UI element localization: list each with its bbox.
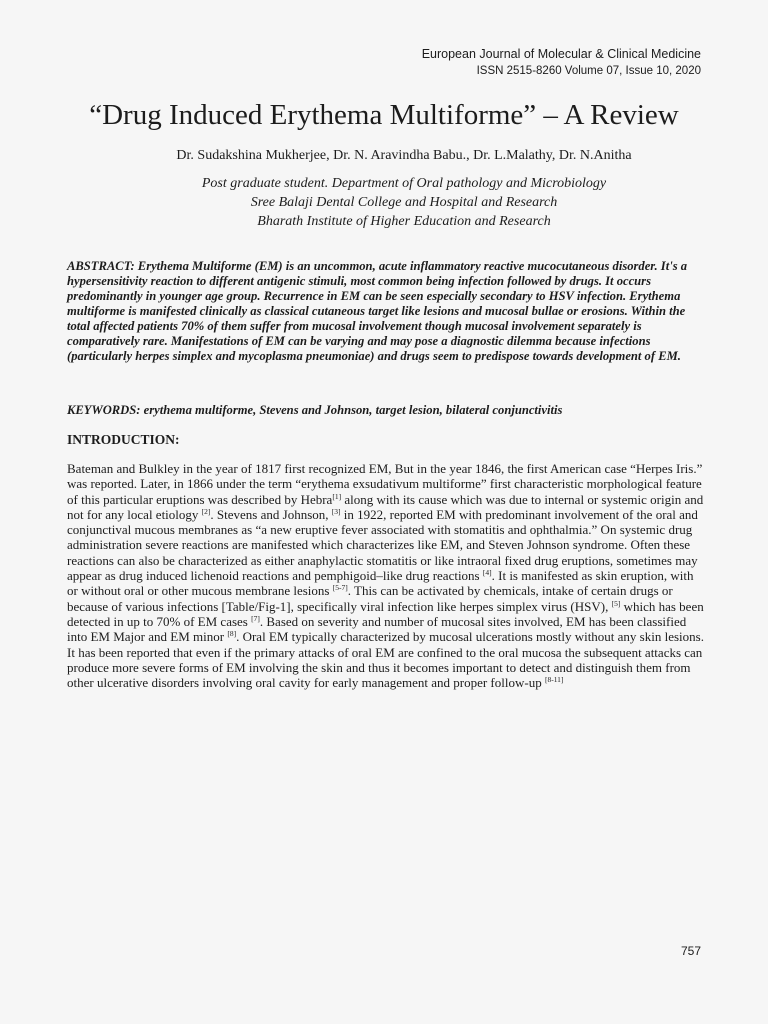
affiliation-line: Sree Balaji Dental College and Hospital and Research: [250, 195, 558, 210]
text-segment: which has been detected in up to 70% of EM cases: [67, 598, 704, 629]
citation: [3]: [331, 506, 341, 516]
authors: Dr. Sudakshina Mukherjee, Dr. N. Aravindha Babu., Dr. L.Malathy, Dr. N.Anitha: [176, 148, 632, 163]
paper-title: “Drug Induced Erythema Multiforme” – A Review: [89, 99, 679, 131]
citation: [7]: [251, 613, 260, 623]
citation: [8]: [227, 629, 237, 639]
affiliation-line: Bharath Institute of Higher Education and Research: [257, 214, 551, 229]
text-segment: Bateman and Bulkley in the year of 1817 first recognized EM, But in the year 1846, the first American case “Herpes Iris.” was reported. Later, in 1866 under the term “erythema exsudativum multiforme” first characteristic morphological feature of this particular eruptions was described by Hebra: [67, 461, 703, 507]
citation: [4]: [482, 568, 492, 578]
introduction-paragraph: [67, 461, 707, 690]
section-heading: INTRODUCTION:: [67, 432, 180, 447]
text-segment: . This can be activated by chemicals, intake of certain drugs or because of various infections [Table/Fig-1], specifically viral infection like herpes simplex virus (HSV),: [67, 583, 673, 614]
text-segment: . Oral EM typically characterized by mucosal ulcerations mostly without any skin lesions. It has been reported that even if the primary attacks of oral EM are confined to the oral mucosa the subsequent attacks can produce more severe forms of EM involving the skin and thus it becomes important to detect and distinguish them from other ulcerative disorders involving oral cavity for early management and proper follow-up: [67, 629, 704, 691]
journal-name: European Journal of Molecular & Clinical Medicine: [421, 47, 701, 61]
citation: [8-11]: [544, 675, 564, 685]
affiliation-line: Post graduate student. Department of Oral pathology and Microbiology: [201, 176, 607, 191]
citation: [5]: [611, 598, 621, 608]
affiliation: [0, 174, 768, 231]
text-segment: in 1922, reported EM with predominant involvement of the oral and conjunctival mucous membranes as “a new eruptive fever associated with stomatitis and ophthalmia.” On systemic drug administration severe reactions are manifested which characterizes like EM, and Steven Johnson syndrome. Often these reactions can also be characterized as either anaphylactic stomatitis or like intraoral fixed drug eruptions, sometimes may appear as drug induced lichenoid reactions and pemphigoid–like drug reactions: [67, 506, 698, 584]
text-segment: . It is manifested as skin eruption, with or without oral or other mucous membrane lesions: [67, 568, 694, 599]
citation: [2]: [201, 506, 211, 516]
abstract: ABSTRACT: Erythema Multiforme (EM) is an uncommon, acute inflammatory reactive mucocutaneous disorder. It's a hypersensitivity reaction to different antigenic stimuli, most common being infection followed by drugs. It occurs predominantly in younger age group. Recurrence in EM can be seen especially secondary to HSV infection. Erythema multiforme is manifested clinically as classical cutaneous target like lesions and mucosal bullae or erosions. Within the total affected patients 70% of them suffer from mucosal involvement though mucosal involvement separately is comparatively rare. Manifestations of EM can be varying and may pose a diagnostic dilemma because infections (particularly herpes simplex and mycoplasma pneumoniae) and drugs seem to predispose towards development of EM.: [67, 259, 688, 363]
page-number: 757: [680, 944, 701, 958]
text-segment: . Stevens and Johnson,: [210, 506, 332, 522]
text-segment: along with its cause which was due to internal or systemic origin and not for any local etiology: [67, 491, 704, 522]
text-segment: . Based on severity and number of mucosal sites involved, EM has been classified into EM Major and EM minor: [67, 613, 687, 645]
issue-info: ISSN 2515-8260 Volume 07, Issue 10, 2020: [476, 65, 701, 77]
citation: [1]: [332, 491, 342, 501]
keywords: KEYWORDS: erythema multiforme, Stevens and Johnson, target lesion, bilateral conjunctivitis: [67, 403, 563, 417]
journal-header: [422, 46, 701, 80]
citation: [5-7]: [332, 583, 348, 593]
